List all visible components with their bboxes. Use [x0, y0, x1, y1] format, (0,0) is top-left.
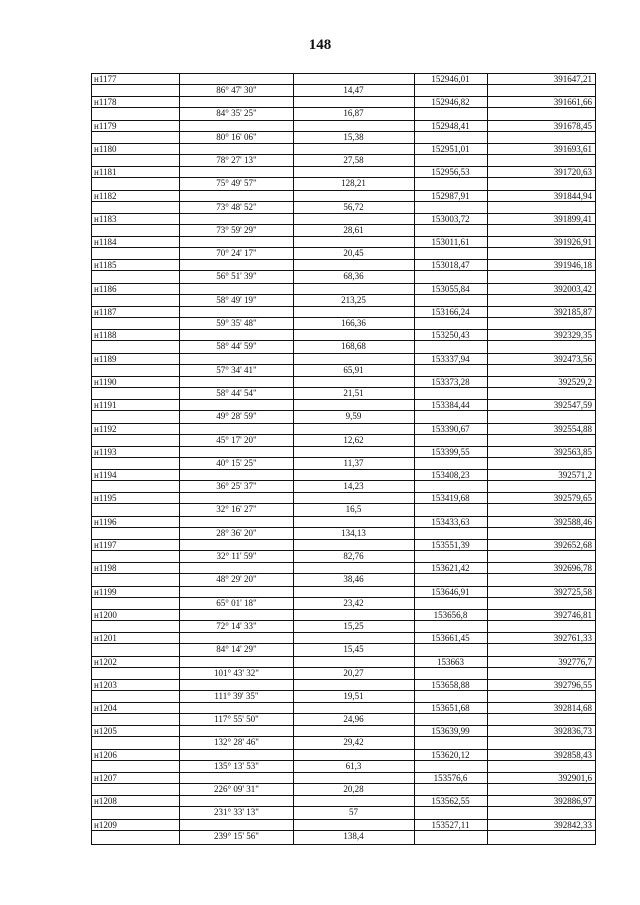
direction-angle: 32° 11' 59"	[216, 551, 257, 561]
coordinate-x: 153433,63	[431, 516, 470, 527]
coordinate-y: 392842,33	[553, 819, 592, 830]
distance: 14,47	[343, 85, 364, 95]
coordinate-y: 391647,21	[553, 74, 592, 84]
coordinate-y: 392814,68	[553, 703, 592, 714]
distance: 14,23	[343, 481, 364, 492]
row-divider	[92, 573, 595, 574]
table-row	[92, 237, 595, 259]
coordinate-x: 153003,72	[431, 213, 470, 224]
table-row	[92, 377, 595, 399]
row-divider	[92, 480, 595, 481]
point-name: н1182	[94, 190, 117, 201]
point-name: н1199	[94, 586, 117, 597]
coordinates-table	[91, 73, 596, 845]
table-row	[92, 610, 595, 632]
coordinate-y: 392776,7	[558, 656, 592, 667]
direction-angle: 72° 14' 33"	[216, 620, 257, 631]
row-divider	[92, 795, 595, 796]
direction-angle: 117° 55' 50"	[214, 714, 259, 725]
direction-angle: 73° 59' 29"	[216, 224, 257, 235]
coordinate-x: 153337,94	[431, 353, 470, 364]
point-name: н1190	[94, 376, 117, 387]
distance: 15,38	[343, 131, 364, 142]
coordinate-y: 392003,42	[553, 283, 592, 294]
row-divider	[92, 586, 595, 587]
row-divider	[92, 84, 595, 85]
point-name: н1179	[94, 120, 117, 131]
point-name: н1206	[94, 749, 117, 760]
table-row	[92, 284, 595, 306]
coordinate-x: 152951,01	[431, 143, 470, 154]
coordinate-y: 392652,68	[553, 540, 592, 550]
coordinate-x: 152956,53	[431, 167, 470, 178]
row-divider	[92, 131, 595, 132]
row-divider	[92, 423, 595, 424]
point-name: н1188	[94, 330, 117, 341]
row-divider	[92, 353, 595, 354]
direction-angle: 75° 49' 57"	[216, 178, 257, 189]
distance: 16,5	[345, 504, 362, 515]
distance: 134,13	[341, 527, 366, 538]
direction-angle: 73° 48' 52"	[216, 201, 257, 212]
coordinate-x: 153166,24	[431, 307, 470, 317]
row-divider	[92, 399, 595, 400]
table-row	[92, 633, 595, 655]
table-row	[92, 517, 595, 539]
row-divider	[92, 830, 595, 831]
direction-angle: 226° 09' 31"	[214, 784, 259, 794]
point-name: н1200	[94, 609, 117, 620]
direction-angle: 40° 15' 25"	[216, 457, 257, 468]
point-name: н1177	[94, 74, 117, 84]
distance: 166,36	[341, 318, 366, 328]
row-divider	[92, 190, 595, 191]
coordinate-x: 153384,44	[431, 400, 470, 411]
table-row	[92, 191, 595, 213]
coordinate-y: 392901,6	[558, 773, 592, 783]
row-divider	[92, 679, 595, 680]
table-row	[92, 400, 595, 422]
coordinate-x: 153018,47	[431, 260, 470, 271]
coordinate-y: 391661,66	[553, 97, 592, 108]
row-divider	[92, 503, 595, 504]
table-row	[92, 121, 595, 143]
table-row	[92, 680, 595, 702]
row-divider	[92, 446, 595, 447]
table-row	[92, 144, 595, 166]
coordinate-y: 392547,59	[553, 400, 592, 411]
row-divider	[92, 306, 595, 307]
table-row	[92, 307, 595, 329]
distance: 28,61	[343, 224, 364, 235]
point-name: н1209	[94, 819, 117, 830]
distance: 24,96	[343, 714, 364, 725]
direction-angle: 70° 24' 17"	[216, 248, 257, 259]
direction-angle: 239° 15' 56"	[214, 830, 259, 841]
direction-angle: 84° 35' 25"	[216, 108, 257, 119]
table-row	[92, 587, 595, 609]
point-name: н1202	[94, 656, 117, 667]
row-divider	[92, 317, 595, 318]
row-divider	[92, 247, 595, 248]
distance: 21,51	[343, 387, 364, 398]
direction-angle: 65° 01' 18"	[216, 597, 257, 608]
point-name: н1198	[94, 563, 117, 574]
direction-angle: 45° 17' 20"	[216, 434, 257, 445]
coordinate-y: 391693,61	[553, 143, 592, 154]
coordinate-x: 152946,82	[431, 97, 470, 108]
direction-angle: 101° 43' 32"	[214, 667, 259, 678]
distance: 82,76	[343, 551, 364, 561]
point-name: н1183	[94, 213, 117, 224]
distance: 213,25	[341, 294, 366, 305]
distance: 65,91	[343, 364, 364, 375]
point-name: н1187	[94, 307, 117, 317]
row-divider	[92, 154, 595, 155]
row-divider	[92, 213, 595, 214]
table-row	[92, 493, 595, 515]
row-divider	[92, 107, 595, 108]
row-divider	[92, 283, 595, 284]
direction-angle: 80° 16' 06"	[216, 131, 257, 142]
row-divider	[92, 516, 595, 517]
row-divider	[92, 201, 595, 202]
distance: 57	[349, 807, 358, 818]
table-row	[92, 167, 595, 189]
distance: 16,87	[343, 108, 364, 119]
row-divider	[92, 539, 595, 540]
table-row	[92, 703, 595, 725]
table-row	[92, 750, 595, 772]
direction-angle: 78° 27' 13"	[216, 154, 257, 165]
coordinate-x: 153408,23	[431, 470, 470, 481]
table-row	[92, 74, 595, 96]
coordinate-x: 153620,12	[431, 749, 470, 760]
direction-angle: 58° 44' 54"	[216, 387, 257, 398]
row-divider	[92, 410, 595, 411]
direction-angle: 48° 29' 20"	[216, 574, 257, 585]
row-divider	[92, 166, 595, 167]
coordinate-y: 392563,85	[553, 446, 592, 457]
coordinate-x: 153373,28	[431, 376, 470, 387]
row-divider	[92, 772, 595, 773]
direction-angle: 28° 36' 20"	[216, 527, 257, 538]
table-row	[92, 424, 595, 446]
direction-angle: 132° 28' 46"	[214, 737, 259, 748]
distance: 128,21	[341, 178, 366, 189]
direction-angle: 111° 39' 35"	[214, 690, 259, 701]
distance: 19,51	[343, 690, 364, 701]
point-name: н1184	[94, 237, 117, 248]
row-divider	[92, 819, 595, 820]
table-row	[92, 796, 595, 818]
coordinate-y: 392836,73	[553, 726, 592, 737]
row-divider	[92, 643, 595, 644]
point-name: н1205	[94, 726, 117, 737]
row-divider	[92, 177, 595, 178]
table-row	[92, 820, 595, 842]
direction-angle: 59° 35' 48"	[216, 318, 257, 328]
row-divider	[92, 527, 595, 528]
table-row	[92, 97, 595, 119]
coordinate-x: 152946,01	[431, 74, 470, 84]
page-number: 148	[308, 37, 332, 53]
row-divider	[92, 656, 595, 657]
row-divider	[92, 632, 595, 633]
distance: 12,62	[343, 434, 364, 445]
row-divider	[92, 597, 595, 598]
coordinate-x: 153646,91	[431, 586, 470, 597]
point-name: н1197	[94, 540, 117, 550]
row-divider	[92, 387, 595, 388]
point-name: н1201	[94, 633, 117, 644]
coordinate-x: 153663	[437, 656, 464, 667]
direction-angle: 84° 14' 29"	[216, 644, 257, 655]
coordinate-y: 392696,78	[553, 563, 592, 574]
coordinate-x: 153651,68	[431, 703, 470, 714]
point-name: н1185	[94, 260, 117, 271]
coordinate-y: 392796,55	[553, 679, 592, 690]
row-divider	[92, 364, 595, 365]
point-name: н1186	[94, 283, 117, 294]
row-divider	[92, 749, 595, 750]
coordinate-y: 391844,94	[553, 190, 592, 201]
row-divider	[92, 96, 595, 97]
distance: 68,36	[343, 271, 364, 282]
row-divider	[92, 376, 595, 377]
coordinate-y: 392571,2	[558, 470, 592, 481]
direction-angle: 32° 16' 27"	[216, 504, 257, 515]
row-divider	[92, 562, 595, 563]
row-divider	[92, 457, 595, 458]
direction-angle: 135° 13' 53"	[214, 760, 259, 771]
point-name: н1195	[94, 493, 117, 504]
distance: 15,45	[343, 644, 364, 655]
coordinate-x: 152948,41	[431, 120, 470, 131]
coordinate-y: 392886,97	[553, 796, 592, 807]
table-row	[92, 330, 595, 352]
direction-angle: 86° 47' 30"	[216, 85, 257, 95]
coordinate-y: 391946,18	[553, 260, 592, 271]
point-name: н1178	[94, 97, 117, 108]
table-row	[92, 726, 595, 748]
coordinate-y: 392473,56	[553, 353, 592, 364]
row-divider	[92, 550, 595, 551]
coordinate-x: 153621,42	[431, 563, 470, 574]
row-divider	[92, 294, 595, 295]
point-name: н1194	[94, 470, 117, 481]
coordinate-x: 153661,45	[431, 633, 470, 644]
row-divider	[92, 236, 595, 237]
coordinate-y: 392858,43	[553, 749, 592, 760]
row-divider	[92, 690, 595, 691]
coordinate-x: 152987,91	[431, 190, 470, 201]
distance: 20,27	[343, 667, 364, 678]
table-row	[92, 354, 595, 376]
table-row	[92, 470, 595, 492]
direction-angle: 36° 25' 37"	[216, 481, 257, 492]
direction-angle: 57° 34' 41"	[216, 364, 257, 375]
coordinate-y: 392579,65	[553, 493, 592, 504]
row-divider	[92, 609, 595, 610]
distance: 138,4	[343, 830, 364, 841]
distance: 15,25	[343, 620, 364, 631]
row-divider	[92, 259, 595, 260]
point-name: н1204	[94, 703, 117, 714]
distance: 20,45	[343, 248, 364, 259]
table-row	[92, 214, 595, 236]
point-name: н1191	[94, 400, 117, 411]
row-divider	[92, 806, 595, 807]
direction-angle: 231° 33' 13"	[214, 807, 259, 818]
distance: 20,28	[343, 784, 364, 794]
point-name: н1196	[94, 516, 117, 527]
row-divider	[92, 469, 595, 470]
coordinate-y: 391678,45	[553, 120, 592, 131]
coordinate-y: 392746,81	[553, 609, 592, 620]
point-name: н1180	[94, 143, 117, 154]
row-divider	[92, 120, 595, 121]
row-divider	[92, 270, 595, 271]
coordinate-x: 153011,61	[431, 237, 470, 248]
table-row	[92, 773, 595, 795]
distance: 29,42	[343, 737, 364, 748]
coordinate-x: 153551,39	[431, 540, 470, 550]
coordinate-y: 391720,63	[553, 167, 592, 178]
direction-angle: 58° 44' 59"	[216, 341, 257, 352]
row-divider	[92, 434, 595, 435]
coordinate-x: 153639,99	[431, 726, 470, 737]
coordinate-x: 153527,11	[431, 819, 470, 830]
distance: 27,58	[343, 154, 364, 165]
point-name: н1208	[94, 796, 117, 807]
row-divider	[92, 329, 595, 330]
table-row	[92, 447, 595, 469]
distance: 9,59	[345, 411, 362, 422]
distance: 23,42	[343, 597, 364, 608]
point-name: н1181	[94, 167, 117, 178]
distance: 168,68	[341, 341, 366, 352]
coordinate-y: 392761,33	[553, 633, 592, 644]
coordinate-x: 153656,8	[433, 609, 468, 620]
distance: 56,72	[343, 201, 364, 212]
coordinate-x: 153576,6	[433, 773, 468, 783]
distance: 11,37	[343, 457, 364, 468]
coordinate-y: 391926,91	[553, 237, 592, 248]
coordinate-x: 153055,84	[431, 283, 470, 294]
table-row	[92, 563, 595, 585]
coordinate-y: 392588,46	[553, 516, 592, 527]
point-name: н1192	[94, 423, 117, 434]
row-divider	[92, 760, 595, 761]
distance: 38,46	[343, 574, 364, 585]
point-name: н1193	[94, 446, 117, 457]
row-divider	[92, 725, 595, 726]
distance: 61,3	[345, 760, 362, 771]
direction-angle: 56° 51' 39"	[216, 271, 257, 282]
coordinate-y: 392725,58	[553, 586, 592, 597]
row-divider	[92, 702, 595, 703]
point-name: н1207	[94, 773, 117, 783]
coordinate-y: 392185,87	[553, 307, 592, 317]
table-row	[92, 260, 595, 282]
row-divider	[92, 713, 595, 714]
table-row	[92, 540, 595, 562]
coordinate-x: 153419,68	[431, 493, 470, 504]
row-divider	[92, 736, 595, 737]
direction-angle: 58° 49' 19"	[216, 294, 257, 305]
row-divider	[92, 224, 595, 225]
coordinate-x: 153390,67	[431, 423, 470, 434]
table-row	[92, 657, 595, 679]
coordinate-x: 153250,43	[431, 330, 470, 341]
point-name: н1189	[94, 353, 117, 364]
direction-angle: 49° 28' 59"	[216, 411, 257, 422]
coordinate-y: 391899,41	[553, 213, 592, 224]
coordinate-x: 153658,88	[431, 679, 470, 690]
coordinate-x: 153562,55	[431, 796, 470, 807]
row-divider	[92, 667, 595, 668]
row-divider	[92, 620, 595, 621]
coordinate-y: 392554,88	[553, 423, 592, 434]
coordinate-y: 392529,2	[558, 376, 592, 387]
row-divider	[92, 492, 595, 493]
row-divider	[92, 783, 595, 784]
point-name: н1203	[94, 679, 117, 690]
row-divider	[92, 340, 595, 341]
row-divider	[92, 143, 595, 144]
coordinate-x: 153399,55	[431, 446, 470, 457]
coordinate-y: 392329,35	[553, 330, 592, 341]
